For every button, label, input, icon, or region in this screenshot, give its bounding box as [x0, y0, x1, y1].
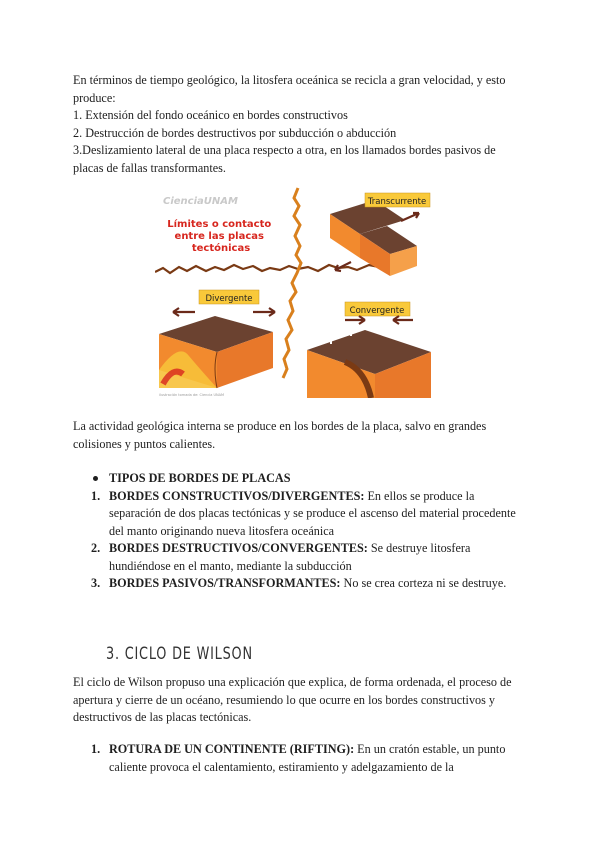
item-title: BORDES CONSTRUCTIVOS/DIVERGENTES: [109, 488, 365, 503]
label-convergente: Convergente [349, 306, 405, 316]
item-title: ROTURA DE UN CONTINENTE (RIFTING): [109, 742, 355, 756]
arrow-icon [173, 308, 195, 316]
label-transcurrente: Transcurrente [367, 197, 427, 207]
intro-line: En términos de tiempo geológico, la litosfera oceánica se recicla a gran velocidad, y esto produce: [73, 73, 506, 105]
figure-title-line-3: tectónicas [191, 243, 251, 254]
list-item [73, 540, 528, 575]
horizontal-crack [155, 264, 410, 273]
body-paragraph-1: La actividad geológica interna se produce en los bordes de la placa, salvo en grandes colisiones y puntos calientes. [73, 419, 487, 451]
transform-block [330, 193, 430, 276]
figure-credit: ilustración tomada de: Ciencia UNAM [159, 393, 225, 397]
item-text: En ellos se produce la separación de dos placas tectónicas y se produce el ascenso del material procedente del manto originando nueva litosfera oceánica [109, 488, 516, 538]
item-title: BORDES PASIVOS/TRANSFORMANTES: [109, 576, 341, 590]
convergent-block [307, 302, 431, 398]
item-number: 3. [91, 576, 101, 590]
plate-types-list [73, 470, 528, 593]
vertical-crack [283, 188, 301, 378]
list-item [73, 575, 528, 593]
item-number: 2. [91, 541, 101, 555]
item-text: No se crea corteza ni se destruye. [340, 576, 507, 590]
plate-boundaries-illustration [155, 184, 436, 398]
intro-item-1: 1. Extensión del fondo oceánico en bordes constructivos [73, 108, 348, 122]
wilson-list [73, 741, 528, 776]
divergent-block [159, 290, 275, 388]
list-item [73, 470, 528, 488]
item-text: En un cratón estable, un punto caliente provoca el calentamiento, estiramiento y adelgazamiento de la [109, 742, 506, 774]
intro-item-3: 3.Deslizamiento lateral de una placa respecto a otra, en los llamados bordes pasivos de placas de fallas transformantes. [73, 143, 496, 175]
section-heading: 3. CICLO DE WILSON [106, 644, 253, 663]
arrow-icon [393, 316, 413, 324]
arrow-icon [253, 308, 275, 316]
intro-item-2: 2. Destrucción de bordes destructivos por subducción o abducción [73, 125, 397, 140]
label-divergente: Divergente [205, 294, 253, 304]
intro-paragraph [73, 72, 528, 177]
arrow-icon [345, 316, 365, 324]
item-number: 1. [91, 742, 101, 756]
section-paragraph: El ciclo de Wilson propuso una explicación que explica, de forma ordenada, el proceso de apertura y cierre de un océano, resumiendo lo que ocurre en los bordes constructivos y destructivos de las placas tectónicas. [73, 675, 512, 724]
item-text: Se destruye litosfera hundiéndose en el manto, mediante la subducción [109, 541, 471, 573]
types-header: TIPOS DE BORDES DE PLACAS [109, 471, 291, 485]
list-item [73, 488, 528, 541]
item-number: 1. [91, 488, 101, 503]
brand-logo: CienciaUNAM [163, 196, 238, 207]
illustration-svg [155, 184, 436, 398]
figure-title [167, 218, 275, 254]
list-item [73, 741, 528, 776]
figure-title-line-1: Límites o contacto [167, 219, 272, 230]
item-title: BORDES DESTRUCTIVOS/CONVERGENTES: [109, 541, 368, 555]
arrow-icon [401, 213, 419, 221]
figure-title-line-2: entre las placas [174, 231, 264, 242]
bullet-icon [93, 476, 98, 481]
